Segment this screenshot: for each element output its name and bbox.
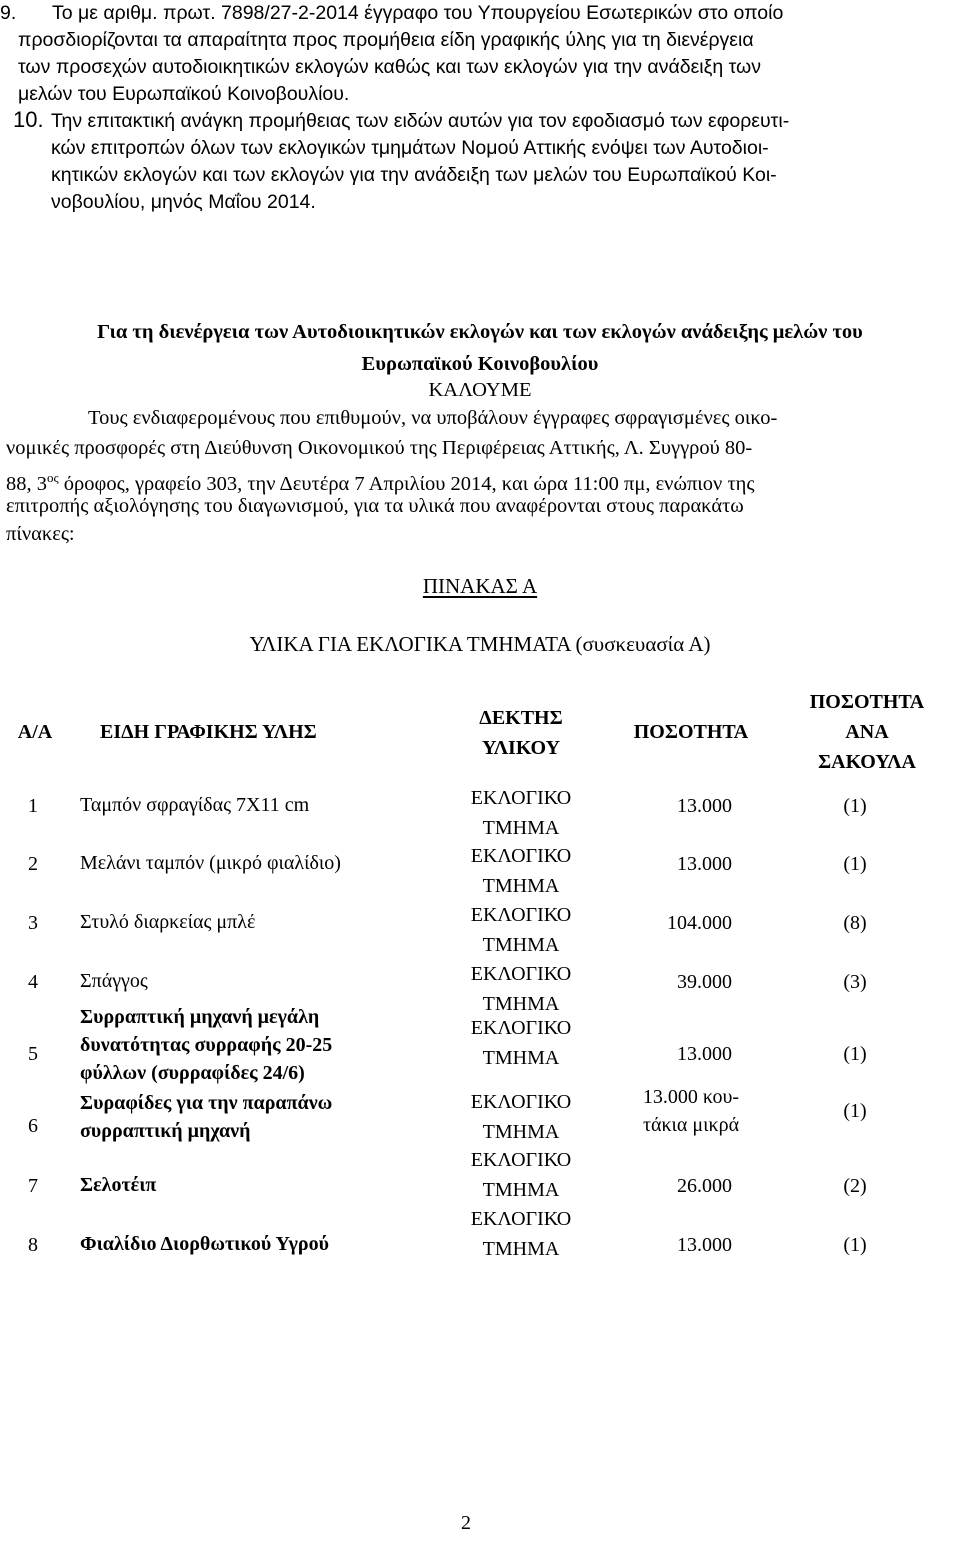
item-10-line-2: κών επιτροπών όλων των εκλογικών τμημάτων Νομού Αττικής ενόψει των Αυτοδιοι- <box>51 137 769 159</box>
item-10-line-3: κητικών εκλογών και των εκλογών για την ανάδειξη των μελών του Ευρωπαϊκού Κοι- <box>51 164 777 186</box>
row-quantity-line: 13.000 <box>677 853 732 875</box>
row-item-line: Στυλό διαρκείας μπλέ <box>80 911 256 933</box>
header-per-bag-line-2: ΑΝΑ <box>845 721 889 743</box>
announcement-body-line-3-start: 88, 3 <box>6 472 47 495</box>
row-unit-line: ΤΜΗΜΑ <box>482 993 560 1015</box>
row-quantity-line: 13.000 <box>677 795 732 817</box>
header-per-bag-line-1: ΠΟΣΟΤΗΤΑ <box>809 691 925 713</box>
row-unit-line: ΕΚΛΟΓΙΚΟ <box>470 845 572 867</box>
row-unit <box>436 783 606 843</box>
row-unit-line: ΤΜΗΜΑ <box>482 1179 560 1201</box>
row-item <box>80 1003 332 1087</box>
row-item <box>80 1230 329 1258</box>
row-number: 7 <box>28 1175 38 1197</box>
row-unit-line: ΤΜΗΜΑ <box>482 1121 560 1143</box>
row-quantity-line: 13.000 <box>677 1234 732 1256</box>
row-item-line: φύλλων (συρραφίδες 24/6) <box>80 1062 305 1084</box>
header-per-bag-line-3: ΣΑΚΟΥΛΑ <box>818 751 916 773</box>
announcement-body-line-5: πίνακες: <box>6 523 75 545</box>
announcement-heading-line-1: Για τη διενέργεια των Αυτοδιοικητικών εκλογών και των εκλογών ανάδειξης μελών του <box>97 321 863 343</box>
row-quantity-line: 13.000 <box>677 1043 732 1065</box>
row-quantity <box>604 909 732 937</box>
row-item-line: Σπάγγος <box>80 970 148 992</box>
row-unit <box>436 1145 606 1205</box>
row-item-line: Συρραπτική μηχανή μεγάλη <box>80 1006 320 1028</box>
row-per-bag: (2) <box>843 1175 867 1197</box>
announcement-call: ΚΑΛΟΥΜΕ <box>428 379 532 401</box>
row-item-line: Φιαλίδιο Διορθωτικού Υγρού <box>80 1233 329 1255</box>
page-number: 2 <box>461 1512 471 1534</box>
row-unit-line: ΕΚΛΟΓΙΚΟ <box>470 1208 572 1230</box>
item-9-line-4: μελών του Ευρωπαϊκού Κοινοβουλίου. <box>18 83 350 105</box>
row-quantity-line: 104.000 <box>667 912 732 934</box>
row-item <box>80 967 148 995</box>
item-9-number: 9. <box>0 2 17 24</box>
row-quantity <box>604 1083 778 1139</box>
row-unit-line: ΕΚΛΟΓΙΚΟ <box>470 904 572 926</box>
row-quantity <box>604 1040 732 1068</box>
row-number: 5 <box>28 1043 38 1065</box>
row-unit-line: ΤΜΗΜΑ <box>482 875 560 897</box>
row-item <box>80 1171 156 1199</box>
announcement-ordinal-suffix: ος <box>47 470 59 485</box>
announcement-body-line-3-end: όροφος, γραφείο 303, την Δευτέρα 7 Απριλίου 2014, και ώρα 11:00 πμ, ενώπιον της <box>58 472 755 495</box>
row-per-bag: (1) <box>843 795 867 817</box>
row-per-bag: (1) <box>843 1100 867 1122</box>
row-item-line: συρραπτική μηχανή <box>80 1120 251 1142</box>
row-unit <box>436 1204 606 1264</box>
row-item <box>80 791 309 819</box>
row-unit-line: ΤΜΗΜΑ <box>482 1047 560 1069</box>
row-unit-line: ΕΚΛΟΓΙΚΟ <box>470 963 572 985</box>
row-item <box>80 849 341 877</box>
item-9-line-1: Το με αριθμ. πρωτ. 7898/27-2-2014 έγγραφο του Υπουργείου Εσωτερικών στο οποίο <box>52 2 784 24</box>
row-number: 4 <box>28 971 38 993</box>
item-10-number: 10. <box>13 107 44 132</box>
row-quantity <box>604 792 732 820</box>
row-per-bag: (1) <box>843 1043 867 1065</box>
row-item-line: Μελάνι ταμπόν (μικρό φιαλίδιο) <box>80 852 341 874</box>
table-subtitle: ΥΛΙΚΑ ΓΙΑ ΕΚΛΟΓΙΚΑ ΤΜΗΜΑΤΑ (συσκευασία Α) <box>249 632 711 656</box>
row-number: 6 <box>28 1115 38 1137</box>
item-10-line-1: Την επιτακτική ανάγκη προμήθειας των ειδών αυτών για τον εφοδιασμό των εφορευτι- <box>51 110 790 132</box>
row-quantity <box>604 1231 732 1259</box>
row-item-line: Συραφίδες για την παραπάνω <box>80 1092 333 1114</box>
row-number: 1 <box>28 795 38 817</box>
row-number: 3 <box>28 912 38 934</box>
row-unit-line: ΕΚΛΟΓΙΚΟ <box>470 1091 572 1113</box>
row-unit <box>436 900 606 960</box>
item-9-line-2: προσδιορίζονται τα απαραίτητα προς προμήθεια είδη γραφικής ύλης για τη διενέργεια <box>18 29 754 51</box>
row-number: 8 <box>28 1234 38 1256</box>
row-per-bag: (3) <box>843 971 867 993</box>
row-per-bag: (8) <box>843 912 867 934</box>
table-title-wrap <box>0 574 960 599</box>
item-9-line-3: των προσεχών αυτοδιοικητικών εκλογών καθώς και των εκλογών για την ανάδειξη των <box>18 56 762 78</box>
row-quantity <box>604 850 732 878</box>
row-unit-line: ΕΚΛΟΓΙΚΟ <box>470 1149 572 1171</box>
row-unit-line: ΕΚΛΟΓΙΚΟ <box>470 1017 572 1039</box>
header-unit-line-1: ΔΕΚΤΗΣ <box>479 707 563 729</box>
row-quantity-line: 26.000 <box>677 1175 732 1197</box>
row-unit-line: ΤΜΗΜΑ <box>482 817 560 839</box>
row-unit-line: ΕΚΛΟΓΙΚΟ <box>470 787 572 809</box>
announcement-body-line-1: Τους ενδιαφερομένους που επιθυμούν, να υποβάλουν έγγραφες σφραγισμένες οικο- <box>88 407 778 429</box>
announcement-body-line-2: νομικές προσφορές στη Διεύθυνση Οικονομικού της Περιφέρειας Αττικής, Λ. Συγγρού 80- <box>6 437 753 459</box>
header-unit-line-2: ΥΛΙΚΟΥ <box>481 737 561 759</box>
row-unit <box>436 1087 606 1147</box>
row-per-bag: (1) <box>843 853 867 875</box>
row-unit-line: ΤΜΗΜΑ <box>482 1238 560 1260</box>
row-item <box>80 908 255 936</box>
row-unit <box>436 959 606 1019</box>
row-quantity <box>604 1172 732 1200</box>
row-unit <box>436 1013 606 1073</box>
row-quantity <box>604 968 732 996</box>
row-unit-line: ΤΜΗΜΑ <box>482 934 560 956</box>
row-item-line: Ταμπόν σφραγίδας 7Χ11 cm <box>80 794 310 816</box>
header-unit <box>436 703 606 763</box>
header-item: ΕΙΔΗ ΓΡΑΦΙΚΗΣ ΥΛΗΣ <box>100 721 317 743</box>
row-item <box>80 1089 332 1145</box>
table-title: ΠΙΝΑΚΑΣ Α <box>422 574 538 598</box>
item-10-line-4: νοβουλίου, μηνός Μαΐου 2014. <box>51 191 316 213</box>
header-quantity: ΠΟΣΟΤΗΤΑ <box>633 721 749 743</box>
row-number: 2 <box>28 853 38 875</box>
row-quantity-line: 13.000 κου- <box>642 1086 740 1108</box>
row-item-line: Σελοτέιπ <box>80 1174 157 1196</box>
announcement-heading-line-2: Ευρωπαϊκού Κοινοβουλίου <box>361 353 599 375</box>
row-item-line: δυνατότητας συρραφής 20-25 <box>80 1034 333 1056</box>
row-per-bag: (1) <box>843 1234 867 1256</box>
row-quantity-line: 39.000 <box>677 971 732 993</box>
row-quantity-line: τάκια μικρά <box>642 1114 740 1136</box>
announcement-body-line-4: επιτροπής αξιολόγησης του διαγωνισμού, για τα υλικά που αναφέρονται στους παρακάτω <box>6 495 744 517</box>
header-per-bag <box>782 687 952 777</box>
header-aa: Α/Α <box>17 721 53 743</box>
row-unit <box>436 841 606 901</box>
